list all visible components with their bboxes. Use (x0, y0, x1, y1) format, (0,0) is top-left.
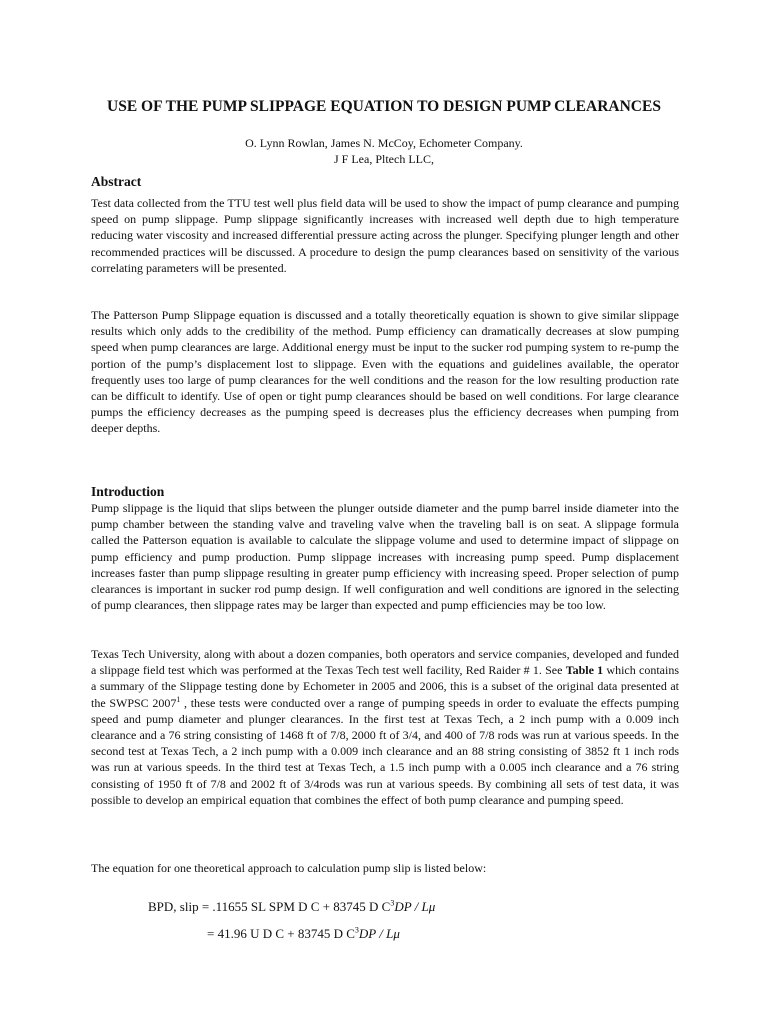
author-line-1: O. Lynn Rowlan, James N. McCoy, Echometer Company. (245, 136, 523, 150)
introduction-paragraph-1: Pump slippage is the liquid that slips between the plunger outside diameter and the pump barrel inside diameter into the pump chamber between the standing valve and traveling valve when the traveling ball is on seat. A slippage formula called the Patterson equation is available to calculate the slippage volume and used to determine impact of slippage on pump efficiency and pump production. Pump slippage increases with increasing pump speed. Pump displacement increases faster than pump slippage resulting in greater pump efficiency with increasing speed. Proper selection of pump clearances is important in sucker rod pump design. If well configuration and well conditions are ignored in the selecting of pump clearances, then slippage rates may be larger than expected and pump efficiencies may be too low. (91, 501, 679, 613)
equation-1-body: BPD, slip = .11655 SL SPM D C + 83745 D C (148, 899, 391, 914)
abstract-paragraph-2: The Patterson Pump Slippage equation is discussed and a totally theoretically equation is shown to give similar slippage results which only adds to the credibility of the method. Pump efficiency can dramatically decreases at slow pumping speed when pump clearances are large. Additional energy must be input to the sucker rod pumping system to re-pump the portion of the pump’s displacement lost to slippage. Even with the equations and guidelines available, the operator frequently uses too large of pump clearances for the well conditions and the reason for the low resulting production rate can be difficult to identify. Use of open or tight pump clearances should be based on well conditions. For large clearance pumps the efficiency decreases as the pumping speed is decreases plus the efficiency decreases when pumping from deeper depths. (91, 308, 679, 436)
introduction-paragraph-2 (91, 646, 679, 808)
introduction-paragraph-3: The equation for one theoretical approach to calculation pump slip is listed below: (91, 861, 487, 875)
abstract-heading: Abstract (91, 174, 142, 189)
author-block (90, 135, 678, 167)
paper-title: USE OF THE PUMP SLIPPAGE EQUATION TO DESIGN PUMP CLEARANCES (107, 98, 661, 115)
intro-p2-text-c: , these tests were conducted over a range of pumping speeds in order to evaluate the effects pumping speed and pump diameter and plunger clearances. In the first test at Texas Tech, a 2 inch pump with a 0.009 inch clearance and a 76 string consisting of 1468 ft of 7/8, 2000 ft of 3/4, and 400 of 7/8 rods was run at various speeds. In the second test at Texas Tech, a 2 inch pump with a 0.009 inch clearance and an 88 string consisting of 3852 ft 1 inch rods was run at various speeds. In the third test at Texas Tech, a 1.5 inch pump with a 0.005 inch clearance and a 76 string consisting of 1950 ft of 7/8 and 2002 ft of 3/4rods was run at various speeds. By combining all sets of test data, it was possible to develop an empirical equation that combines the effect of both pump clearance and pumping speed. (91, 695, 679, 807)
author-line-2: J F Lea, Pltech LLC, (334, 152, 434, 166)
table-reference: Table 1 (565, 663, 604, 678)
equation-2 (207, 925, 400, 943)
footnote-marker: 1 (176, 694, 181, 704)
equation-1-tail: DP / Lμ (394, 899, 436, 914)
equation-2-tail: DP / Lμ (358, 926, 400, 941)
equation-2-body: = 41.96 U D C + 83745 D C (207, 926, 355, 941)
abstract-paragraph-1: Test data collected from the TTU test well plus field data will be used to show the impact of pump clearance and pumping speed on pump slippage. Pump slippage significantly increases with increased well depth due to high temperature reducing water viscosity and increased differential pressure acting across the plunger. Specifying plunger length and other recommended practices will be discussed. A procedure to design the pump clearances based on sensitivity of the various correlating parameters will be presented. (91, 196, 679, 275)
intro-p2-text-b: which contains a summary of the Slippage testing done by Echometer in 2005 and 2006, this is a subset of the original data presented at the SWPSC 2007 (91, 663, 680, 710)
equation-1 (148, 898, 435, 916)
introduction-heading: Introduction (91, 484, 165, 499)
intro-p2-text-a: Texas Tech University, along with about a dozen companies, both operators and service companies, developed and funded a slippage field test which was performed at the Texas Tech test well facility, Red Raider # 1. See (91, 647, 679, 678)
equation-2-exponent: 3 (354, 925, 359, 935)
equation-1-exponent: 3 (390, 898, 395, 908)
